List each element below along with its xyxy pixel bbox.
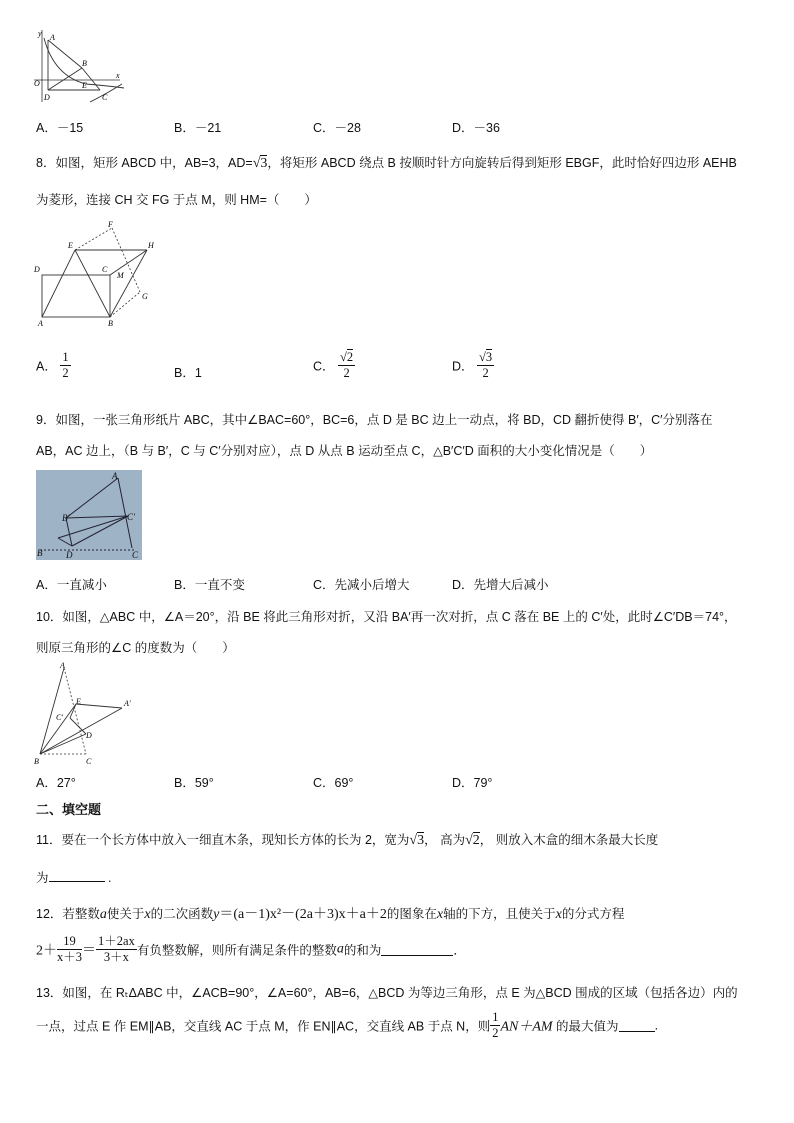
q10-label-A: A: [60, 661, 65, 670]
q8-label-B: B: [108, 319, 113, 328]
q9-figure: [36, 470, 142, 560]
q13-text-pre: 一点，过点 E 作 EM∥AB，交直线 AC 于点 M，作 EN∥AC，交直线 AB 于点 N，则: [36, 1019, 491, 1034]
q8-option-a-fraction: [60, 350, 70, 381]
q9-label-D: D: [66, 550, 73, 560]
q13-question-line2: 一点，过点 E 作 EM∥AB，交直线 AC 于点 M，作 EN∥AC，交直线 AB 于点 N，则 $\frac{1}{2}$ AN＋AM 的最大值为 .: [36, 1010, 659, 1040]
answer-blank[interactable]: [381, 943, 453, 956]
numerator: 1: [492, 1010, 499, 1024]
var-x: x: [555, 907, 562, 922]
q11-sqrt-height: 2: [472, 833, 480, 848]
q9-question-line2: AB，AC 边上，（B 与 B′，C 与 C′分别对应），点 D 从点 B 运动至点 C，△B′C′D 面积的大小变化情况是（ ）: [36, 444, 653, 458]
q12-question-line1: [36, 903, 624, 923]
q10-label-C: C: [86, 757, 92, 766]
q8-label-A: A: [38, 319, 43, 328]
q11-text-pre: 11．要在一个长方体中放入一细直木条，现知长方体的长为 2，宽为: [36, 833, 410, 847]
q12-text: 轴的下方，且使关于: [443, 907, 556, 921]
numerator: 19: [57, 934, 82, 950]
q9-option-a[interactable]: A．一直减小: [36, 578, 107, 592]
var-a: a: [99, 907, 107, 922]
q11-question-line1: [36, 830, 658, 849]
q8-option-d-fraction: [477, 350, 494, 381]
q8-label-E: E: [68, 241, 73, 250]
q7-label-D: D: [44, 93, 50, 102]
q8-label-M: M: [117, 271, 124, 280]
q10-label-E: E: [76, 697, 81, 706]
denominator: 2: [62, 366, 69, 380]
q8-question-line2: 为菱形，连接 CH 交 FG 于点 M，则 HM=（ ）: [36, 193, 317, 207]
fraction-19-over-x3: [57, 934, 82, 965]
q7-label-C: C: [102, 93, 108, 102]
q7-option-b[interactable]: B．－21: [174, 121, 222, 135]
q7-label-O: O: [34, 79, 40, 88]
sqrt-value: 3: [485, 350, 493, 364]
q9-label-C: C: [132, 550, 139, 560]
q7-label-A: A: [50, 33, 55, 42]
fraction-one-half: [490, 1010, 500, 1041]
equals-sign: ＝: [82, 943, 97, 959]
q9-label-B-prime: B′: [62, 513, 70, 523]
eq-lhs: 2＋: [36, 943, 57, 959]
denominator: x＋3: [57, 950, 83, 964]
denominator: 2: [492, 1026, 499, 1040]
q8-label-C: C: [102, 265, 108, 274]
q8-figure: [30, 220, 160, 330]
q10-option-d[interactable]: D．79°: [452, 776, 493, 790]
q9-label-A: A: [112, 471, 118, 481]
q10-option-c[interactable]: C．69°: [313, 776, 354, 790]
q12-text: 的和为: [343, 943, 382, 958]
sqrt-symbol: √: [409, 833, 418, 848]
q10-label-A-prime: A′: [124, 699, 131, 708]
q8-option-d[interactable]: [452, 350, 494, 381]
q12-text: 使关于: [106, 907, 145, 921]
var-x: x: [436, 907, 444, 922]
func-y: y: [213, 907, 220, 922]
q11-text-line2: 为: [36, 871, 49, 885]
answer-blank[interactable]: [49, 869, 105, 882]
q12-text: 的二次函数: [150, 907, 214, 921]
numerator: √2: [340, 350, 354, 364]
q7-label-y: y: [38, 29, 42, 38]
q9-label-C-prime: C′: [127, 512, 135, 522]
numerator: √3: [479, 350, 493, 364]
q10-option-b[interactable]: B．59°: [174, 776, 214, 790]
option-label: D．: [452, 359, 474, 374]
q11-sqrt-width: 3: [417, 833, 425, 848]
option-label: C．: [313, 359, 335, 374]
q10-label-D: D: [86, 731, 92, 740]
q10-question-line2: 则原三角形的∠C 的度数为（ ）: [36, 641, 235, 655]
q9-label-B: B: [37, 548, 43, 558]
q10-question-line1: 10．如图，△ABC 中，∠A＝20°，沿 BE 将此三角形对折，又沿 BA′再一次对折，点 C 落在 BE 上的 C′处，此时∠C′DB＝74°，: [36, 610, 737, 624]
q8-option-c[interactable]: [313, 350, 355, 381]
q13-question-line1: 13．如图，在 RₜΔABC 中，∠ACB=90°，∠A=60°，AB=6，△BCD 为等边三角形，点 E 为△BCD 围成的区域（包括各边）内的: [36, 986, 738, 1000]
q7-label-B: B: [82, 59, 87, 68]
answer-blank[interactable]: [619, 1019, 655, 1032]
q8-text-pre: 8．如图，矩形 ABCD 中，AB=3，AD=: [36, 156, 253, 170]
q12-text-pre: 12．若整数: [36, 907, 100, 921]
q12-question-line2: 2＋ $\frac{19}{x+3}$ ＝ $\frac{1+2ax}{3+x}$ 有负整数解，则所有满足条件的整数a的和为 ．: [36, 934, 466, 964]
q10-option-a[interactable]: A．27°: [36, 776, 76, 790]
q8-label-G: G: [142, 292, 148, 301]
numerator: 1: [62, 350, 69, 364]
sqrt-symbol: √: [252, 156, 261, 171]
q7-option-d[interactable]: D．－36: [452, 121, 500, 135]
q12-text: 的图象在: [386, 907, 437, 921]
sqrt-value: 2: [346, 350, 354, 364]
q8-option-a[interactable]: [36, 350, 71, 381]
sqrt-symbol: √: [465, 833, 473, 848]
q10-label-B: B: [34, 757, 39, 766]
q9-question-line1: 9．如图，一张三角形纸片 ABC，其中∠BAC=60°，BC=6，点 D 是 BC 边上一动点，将 BD，CD 翻折使得 B′，C′分别落在: [36, 413, 713, 427]
quadratic-function: ＝(a－1)x²－(2a＋3)x＋a＋2: [219, 907, 387, 922]
q10-label-C-prime: C′: [56, 713, 64, 722]
q8-option-c-fraction: [338, 350, 355, 381]
q11-text-mid: ， 高为: [424, 833, 466, 847]
q8-label-D: D: [34, 265, 40, 274]
section-heading: 二、填空题: [36, 802, 102, 817]
denominator: 2: [482, 366, 489, 380]
q8-label-H: H: [148, 241, 154, 250]
q7-option-c[interactable]: C．－28: [313, 121, 361, 135]
q9-option-c[interactable]: C．先减小后增大: [313, 578, 410, 592]
q8-text-post: ，将矩形 ABCD 绕点 B 按顺时针方向旋转后得到矩形 EBGF，此时恰好四边形 AEHB: [267, 156, 737, 170]
q11-text-post: ， 则放入木盒的细木条最大长度: [479, 833, 659, 847]
q10-figure: [30, 660, 140, 768]
option-label: A．: [36, 359, 57, 374]
denominator: 2: [343, 366, 350, 380]
q8-option-b[interactable]: B．1: [174, 366, 202, 380]
q11-question-line2: 为 .: [36, 871, 112, 885]
denominator: 3＋x: [103, 950, 129, 964]
numerator: 1＋2ax: [98, 934, 135, 948]
q9-option-b[interactable]: B．一直不变: [174, 578, 245, 592]
expression: AN＋AM: [500, 1019, 553, 1035]
fraction-rhs: [96, 934, 137, 965]
q12-text: 的分式方程: [561, 907, 625, 921]
q12-text: 有负整数解，则所有满足条件的整数: [136, 943, 337, 958]
q7-label-x: x: [116, 71, 120, 80]
q13-text-post: 的最大值为: [556, 1019, 619, 1034]
q8-question-line1: [36, 153, 737, 172]
var-x: x: [144, 907, 151, 922]
q7-option-a[interactable]: A．－15: [36, 121, 84, 135]
q8-sqrt-value: 3: [260, 156, 268, 171]
q8-label-F: F: [108, 220, 113, 229]
var-a: a: [336, 941, 344, 957]
q7-label-E: E: [82, 81, 87, 90]
q9-option-d[interactable]: D．先增大后减小: [452, 578, 549, 592]
q7-figure: [30, 28, 126, 106]
